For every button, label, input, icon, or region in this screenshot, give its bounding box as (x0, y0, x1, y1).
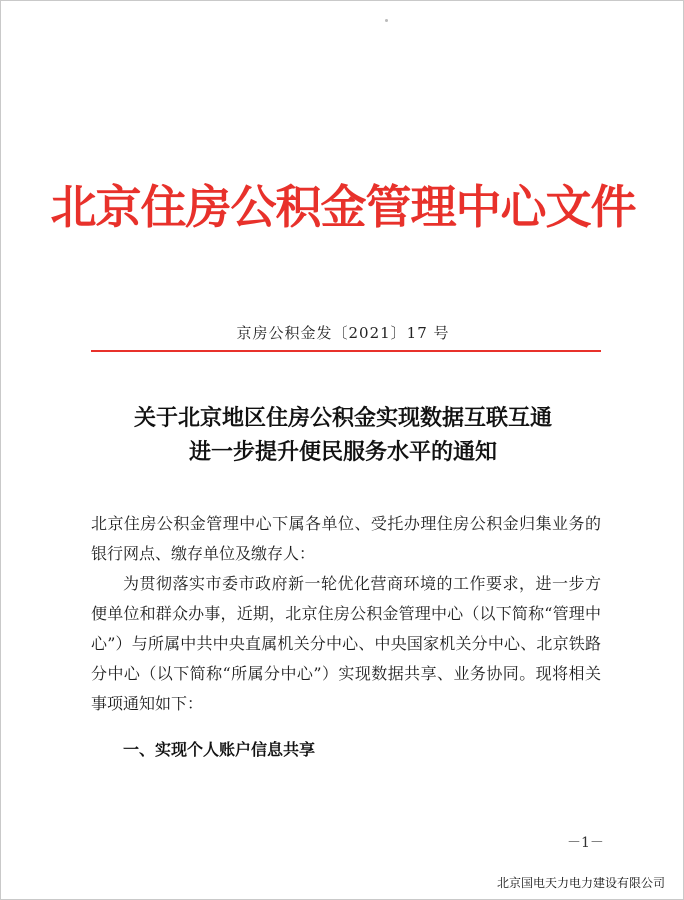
notice-title-line-1: 关于北京地区住房公积金实现数据互联互通 (133, 405, 552, 431)
header-red-divider (91, 350, 601, 352)
document-body (91, 509, 601, 719)
footer-company-name: 北京国电天力电力建设有限公司 (496, 876, 665, 890)
body-paragraph: 为贯彻落实市委市政府新一轮优化营商环境的工作要求，进一步方便单位和群众办事，近期，北京住房公积金管理中心（以下简称“管理中心”）与所属中共中央直属机关分中心、中央国家机关分中心、北京铁路分中心（以下简称“所属分中心”）实现数据共享、业务协同。现将相关事项通知如下： (91, 574, 601, 713)
page-number: －1－ (567, 835, 604, 851)
notice-title (1, 401, 684, 469)
document-header-title: 北京住房公积金管理中心文件 (50, 180, 636, 234)
scan-dot (385, 19, 388, 22)
notice-title-line-2: 进一步提升便民服务水平的通知 (188, 439, 497, 465)
addressee-paragraph: 北京住房公积金管理中心下属各单位、受托办理住房公积金归集业务的银行网点、缴存单位及缴存人： (91, 514, 601, 563)
section-heading: 一、实现个人账户信息共享 (123, 740, 316, 759)
document-number: 京房公积金发〔2021〕17 号 (236, 324, 450, 342)
